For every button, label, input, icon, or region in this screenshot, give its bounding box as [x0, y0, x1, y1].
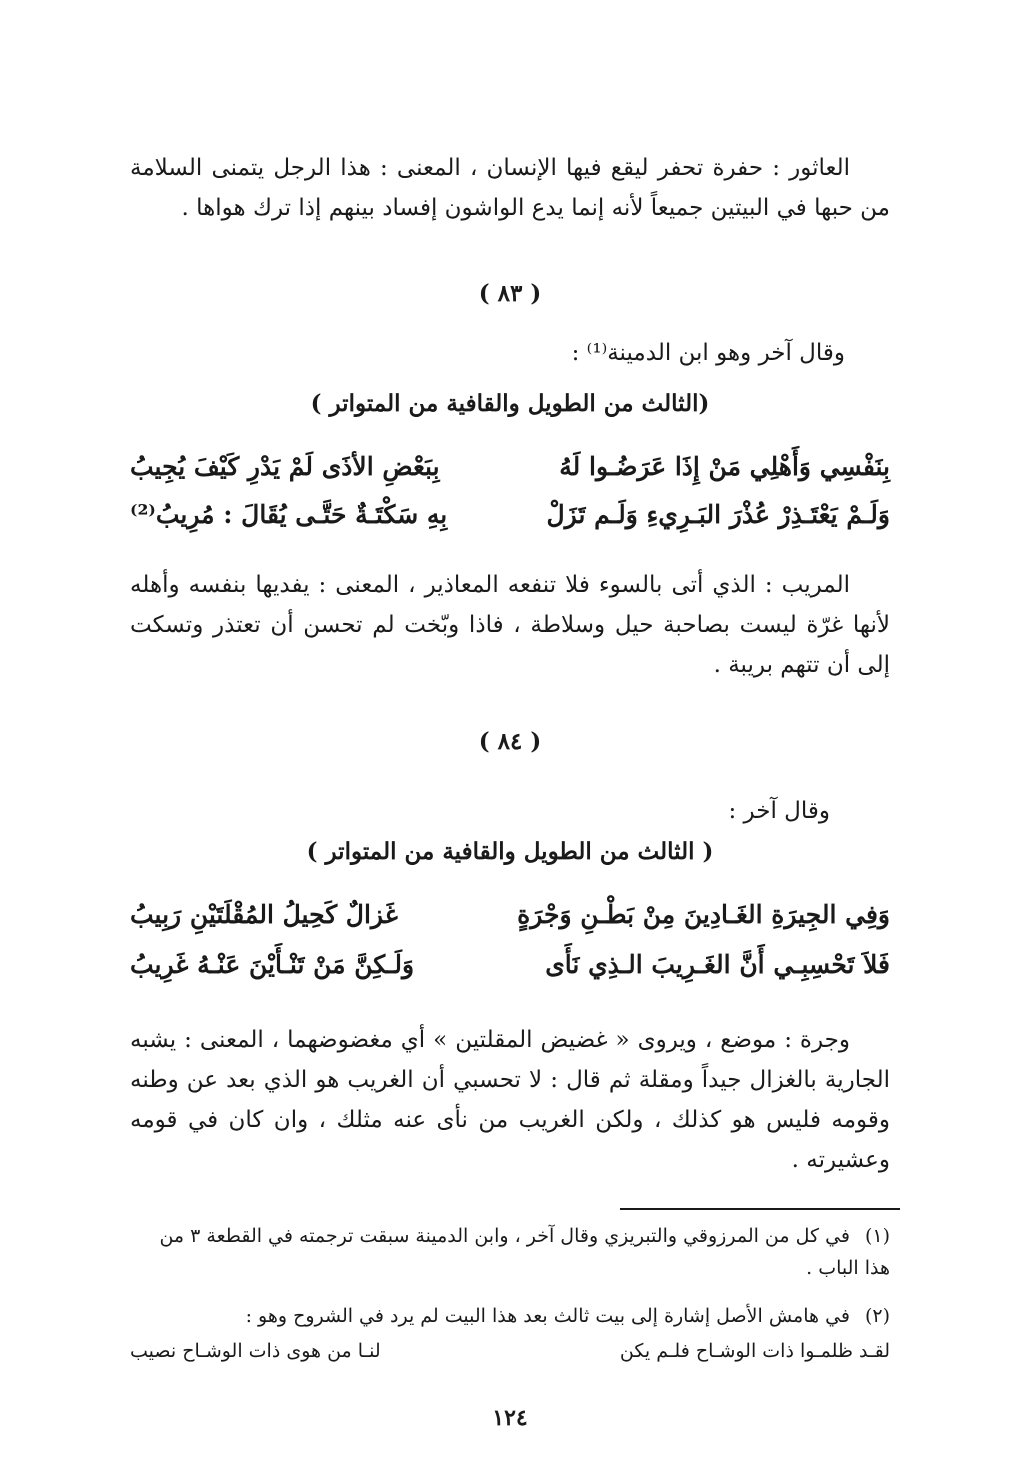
verse-hemistich-first: وَفِي الجِيرَةِ الغَـادِينَ مِنْ بَطْـنِ وَجْرَةٍ [517, 900, 890, 929]
footnote-text: في كل من المرزوقي والتبريزي وقال آخر ، وابن الدمينة سبقت ترجمته في القطعة ٣ من هذا الباب . [159, 1225, 890, 1279]
verse-hemistich-second: بِبَعْضِ الأذَى لَمْ يَدْرِ كَيْفَ يُجِيبُ [130, 452, 440, 481]
footnote-item [130, 1220, 890, 1284]
section-83-commentary: المريب : الذي أتى بالسوء فلا تنفعه المعاذير ، المعنى : يفديها بنفسه وأهله لأنها غرّة ليست بصاحبة حيل وسلاطة ، فاذا وبّخت لم تحسن أن تعتذر وتسكت إلى أن تتهم بريبة . [130, 572, 890, 678]
section-83-number: ( ٨٣ ) [478, 280, 542, 307]
footnote-text: في هامش الأصل إشارة إلى بيت ثالث بعد هذا البيت لم يرد في الشروح وهو : [245, 1305, 850, 1327]
footnote-verse-first: لقـد ظلمـوا ذات الوشـاح فلـم يكن [619, 1340, 890, 1362]
verse-line [130, 950, 890, 994]
footnote-separator [620, 1208, 900, 1210]
verse-line [130, 452, 890, 496]
footnote-number: (١) [864, 1225, 890, 1247]
verse-line [130, 900, 890, 944]
verse-hemistich-second: وَلَـكِنَّ مَنْ تَنْـأَيْنَ عَنْـهُ غَرِيبُ [130, 950, 415, 979]
footnote-verse-second: لنـا من هوى ذات الوشـاح نصيب [130, 1340, 381, 1362]
section-84-commentary: وجرة : موضع ، ويروى « غضيض المقلتين » أي مغضوضهما ، المعنى : يشبه الجارية بالغزال جيداً ومقلة ثم قال : لا تحسبي أن الغريب هو الذي بعد عن وطنه وقومه فليس هو كذلك ، ولكن الغريب من نأى عنه مثلك ، وان كان في قومه وعشيرته . [130, 1027, 890, 1173]
page-number: ١٢٤ [492, 1405, 528, 1431]
section-84-intro: وقال آخر : [728, 798, 830, 824]
verse-hemistich-second: غَزالٌ كَحِيلُ المُقْلَتَيْنِ رَبِيبُ [130, 900, 398, 929]
section-83-intro: وقال آخر وهو ابن الدمينة⁽¹⁾ : [571, 340, 845, 366]
top-paragraph: العاثور : حفرة تحفر ليقع فيها الإنسان ، المعنى : هذا الرجل يتمنى السلامة من حبها في البيتين جميعاً لأنه إنما يدع الواشون إفساد بينهم إذا ترك هواها . [130, 155, 890, 221]
footnote-item [130, 1300, 890, 1332]
verse-hemistich-first: وَلَـمْ يَعْتَـذِرْ عُذْرَ البَـرِيءِ وَلَـم تَزَلْ [546, 500, 890, 529]
footnote-number: (٢) [864, 1305, 890, 1327]
verse-hemistich-first: فَلاَ تَحْسِبِـي أَنَّ الغَـرِيبَ الـذِي نَأَى [545, 950, 890, 979]
verse-hemistich-first: بِنَفْسِي وَأَهْلِي مَنْ إِذَا عَرَضُـوا لَهُ [559, 452, 890, 481]
section-84-meter: ( الثالث من الطويل والقافية من المتواتر ) [306, 838, 714, 865]
verse-hemistich-second: بِهِ سَكْتَـةٌ حَتَّـى يُقَالَ : مُرِيبُ⁽²⁾ [130, 500, 448, 529]
footnote-verse [130, 1340, 890, 1372]
verse-line [130, 500, 890, 544]
section-84-number: ( ٨٤ ) [478, 728, 542, 755]
section-83-meter: (الثالث من الطويل والقافية من المتواتر ) [310, 390, 710, 417]
